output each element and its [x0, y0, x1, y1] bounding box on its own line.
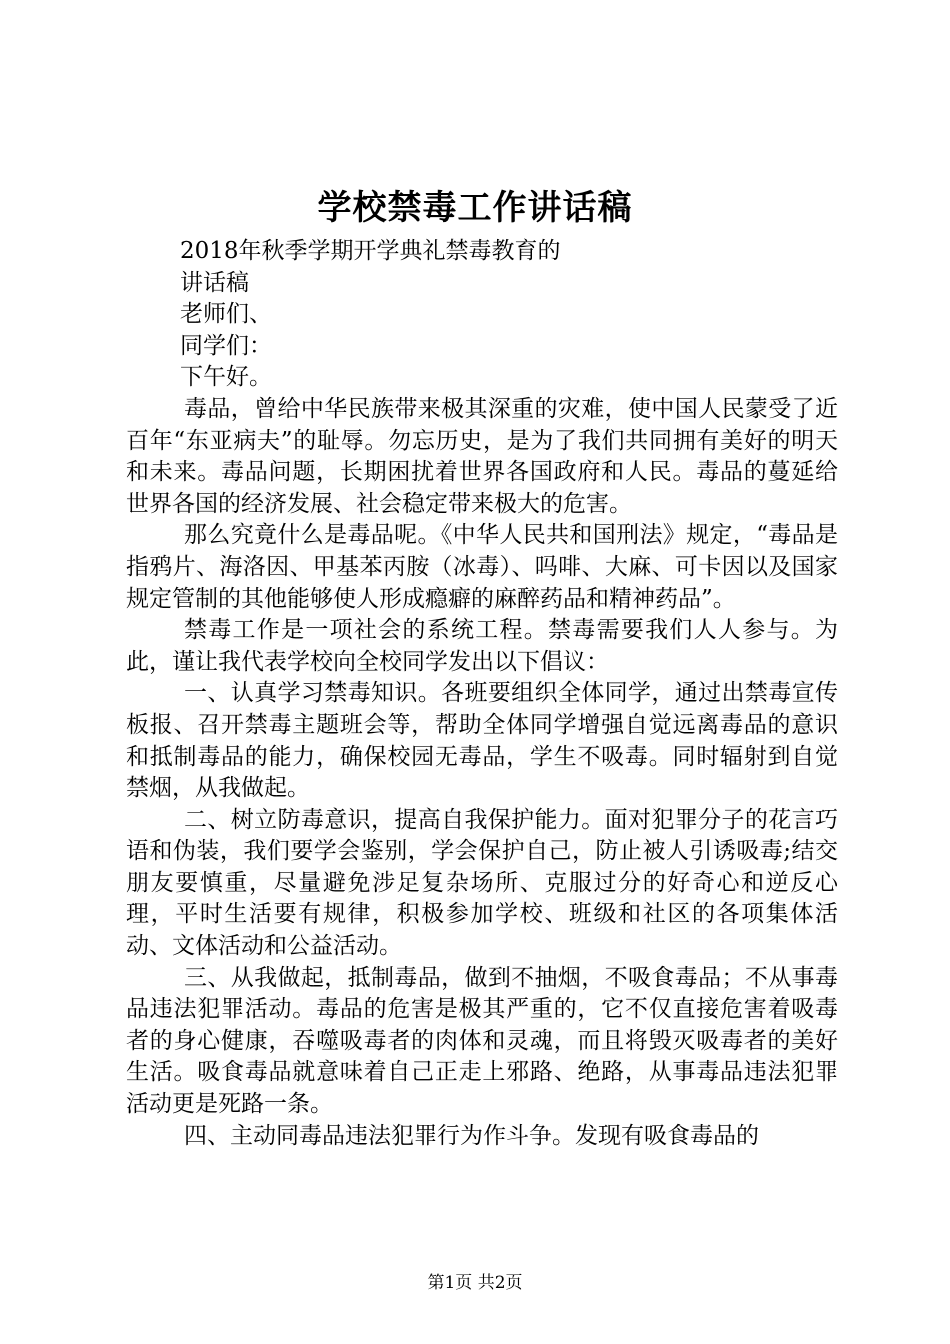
header-line: 同学们： — [180, 332, 272, 359]
document-title: 学校禁毒工作讲话稿 — [317, 188, 633, 228]
header-line: 2018年秋季学期开学典礼禁毒教育的 — [180, 238, 561, 264]
paragraph: 三、从我做起，抵制毒品，做到不抽烟，不吸食毒品；不从事毒品违法犯罪活动。毒品的危害是极其严重的，它不仅直接危害着吸毒者的身心健康，吞噬吸毒者的肉体和灵魂，而且将毁灭吸毒者的美好生活。吸食毒品就意味着自己正走上邪路、绝路，从事毒品违法犯罪活动更是死路一条。 — [126, 964, 838, 1118]
header-line: 老师们、 — [180, 301, 272, 328]
paragraph: 一、认真学习禁毒知识。各班要组织全体同学，通过出禁毒宣传板报、召开禁毒主题班会等，帮助全体同学增强自觉远离毒品的意识和抵制毒品的能力，确保校园无毒品，学生不吸毒。同时辐射到自觉禁烟，从我做起。 — [126, 680, 838, 802]
paragraph: 二、树立防毒意识，提高自我保护能力。面对犯罪分子的花言巧语和伪装，我们要学会鉴别，学会保护自己，防止被人引诱吸毒;结交朋友要慎重，尽量避免涉足复杂场所、克服过分的好奇心和逆反心理，平时生活要有规律，积极参加学校、班级和社区的各项集体活动、文体活动和公益活动。 — [126, 806, 838, 960]
document-body — [126, 236, 838, 1152]
paragraph: 四、主动同毒品违法犯罪行为作斗争。发现有吸食毒品的 — [184, 1122, 759, 1149]
paragraph: 禁毒工作是一项社会的系统工程。禁毒需要我们人人参与。为此，谨让我代表学校向全校同学发出以下倡议： — [126, 617, 838, 675]
header-line: 下午好。 — [180, 364, 272, 391]
paragraph: 毒品，曾给中华民族带来极其深重的灾难，使中国人民蒙受了近百年“东亚病夫”的耻辱。勿忘历史，是为了我们共同拥有美好的明天和未来。毒品问题，长期困扰着世界各国政府和人民。毒品的蔓延给世界各国的经济发展、社会稳定带来极大的危害。 — [126, 395, 838, 517]
paragraph: 那么究竟什么是毒品呢。《中华人民共和国刑法》规定，“毒品是指鸦片、海洛因、甲基苯丙胺（冰毒）、吗啡、大麻、可卡因以及国家规定管制的其他能够使人形成瘾癖的麻醉药品和精神药品”。 — [126, 522, 838, 612]
page-footer: 第1页 共2页 — [427, 1273, 523, 1293]
header-line: 讲话稿 — [180, 269, 249, 296]
